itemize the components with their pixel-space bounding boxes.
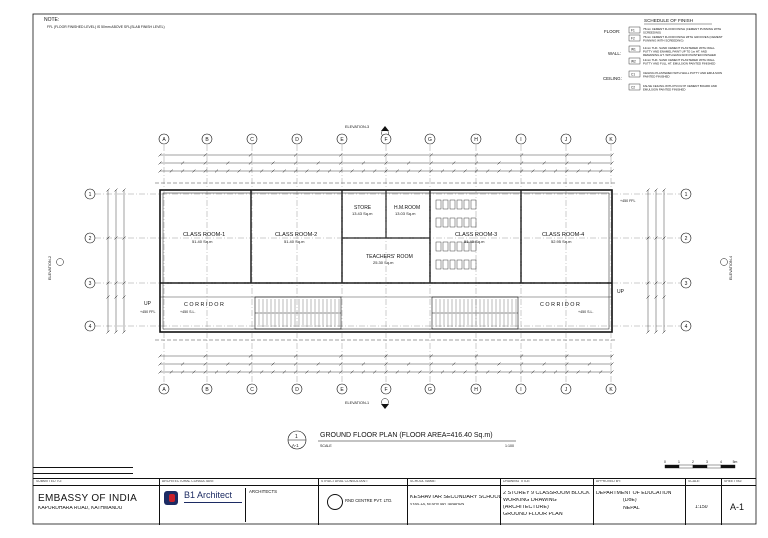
room-store (352, 205, 373, 216)
revision-strip (33, 467, 133, 480)
svg-text:ELEVATION-1: ELEVATION-1 (345, 401, 370, 405)
svg-text:2: 2 (88, 236, 92, 242)
schedule-item-text: PUTTY AND ENAMEL PAINT UP TO 1m HT. AND (643, 49, 707, 54)
svg-text:F: F (384, 387, 388, 393)
schedule-item (629, 58, 715, 66)
ffl-label-left: +450 FFL (140, 310, 156, 314)
svg-text:3: 3 (88, 281, 92, 287)
schedule-item-text: EMULSION PAINTED FINISHED (643, 87, 686, 92)
svg-text:I: I (520, 387, 522, 393)
elevation-marker-bottom (345, 399, 389, 410)
svg-text:CLASS ROOM-2: CLASS ROOM-2 (275, 232, 318, 238)
svg-text:TEACHERS' ROOM: TEACHERS' ROOM (366, 254, 413, 260)
plan-ref-sheet: A-1 (292, 443, 299, 448)
svg-text:13.43 Sq.m: 13.43 Sq.m (352, 211, 373, 216)
svg-text:J: J (564, 137, 568, 143)
svg-text:H: H (474, 137, 478, 143)
svg-text:ELEVATION-3: ELEVATION-3 (345, 125, 370, 129)
grid-column-j (561, 134, 571, 394)
schedule-item-text: FALSE CEILING WITH PVC/GYP CEMENT BOARD AND (643, 84, 717, 88)
svg-text:D: D (295, 387, 299, 393)
ffl-label-right: +450 FFL (620, 199, 636, 203)
grid-column-h (471, 134, 481, 394)
client-address: KAPURDHARA ROAD, KATHMANDU (38, 506, 123, 511)
svg-text:CLASS ROOM-3: CLASS ROOM-3 (455, 232, 498, 238)
schedule-item (629, 35, 723, 43)
svg-text:D: D (295, 137, 299, 143)
schedule-title: SCHEDULE OF FINISH (644, 18, 694, 23)
room-hm-room (394, 205, 420, 216)
architects-heading: ARCHITECTS (249, 490, 278, 494)
svg-text:ELEVATION-4: ELEVATION-4 (729, 255, 733, 280)
svg-text:CLASS ROOM-4: CLASS ROOM-4 (542, 232, 585, 238)
schedule-item-text: 75mm CEMENT FLOOR FINISH (CEMENT PUNNING WITH (643, 27, 722, 31)
svg-text:STORE: STORE (354, 205, 372, 211)
drawing-title-line-4: GROUND FLOOR PLAN (503, 512, 563, 517)
svg-text:C: C (250, 387, 254, 393)
structural-logo (327, 494, 343, 510)
schedule-item-code: W2 (631, 59, 636, 64)
svg-text:1: 1 (684, 192, 688, 198)
schedule-item-code: C2 (631, 85, 636, 90)
client-name: EMBASSY OF INDIA (38, 493, 138, 504)
scale-bar-label: 5m (732, 460, 738, 464)
title-block (33, 478, 756, 525)
scale-bar-label: 2 (692, 460, 694, 464)
firm-name: B1 Architect (184, 491, 233, 500)
svg-text:4: 4 (684, 324, 688, 330)
sheet-no-label: SHEET NO: (724, 480, 743, 483)
structural-firm: RND CENTRE PVT. LTD. (345, 499, 393, 503)
drawing-title-label: DRAWING TITLE: (503, 480, 531, 483)
school-name: KESHAVTAR SECONDARY SCHOOL (410, 495, 502, 500)
svg-text:K: K (609, 387, 613, 393)
svg-text:13.03 Sq.m: 13.03 Sq.m (395, 211, 416, 216)
svg-text:1: 1 (88, 192, 92, 198)
corridor-label-right: C O R R I D O R (540, 302, 580, 308)
scale-label: SCALE: (688, 480, 701, 483)
schedule-item (629, 27, 721, 35)
corridor-label-left: C O R R I D O R (184, 302, 224, 308)
struct-consultant-label: STRUCTURAL CONSULTANT: (321, 480, 368, 483)
elevation-marker-left (48, 256, 64, 280)
approved-by-label: APPROVED BY: (596, 480, 622, 483)
schedule-item-text: 75mm CEMENT FLOOR FINISH WITH GROOVES (CEMENT (643, 35, 723, 39)
svg-text:51.40 Sq.m: 51.40 Sq.m (192, 239, 213, 244)
svg-text:A: A (162, 387, 166, 393)
grid-column-d (292, 134, 302, 394)
svg-text:E: E (340, 387, 344, 393)
room-teachers-room (366, 254, 413, 265)
school-name-label: SCHOOL NAME: (410, 480, 436, 483)
schedule-item (629, 46, 716, 57)
schedule-ceiling-label: CEILING: (603, 76, 622, 81)
plan-scale-label: SCALE (320, 444, 332, 448)
approver-line-3: NEPAL (623, 506, 640, 511)
schedule-wall-label: WALL: (608, 51, 622, 56)
svg-text:51.40 Sq.m: 51.40 Sq.m (284, 239, 305, 244)
plan-ref-number: 1 (295, 434, 298, 440)
svg-text:25.30 Sq.m: 25.30 Sq.m (373, 260, 394, 265)
svg-text:4: 4 (88, 324, 92, 330)
plan-title: GROUND FLOOR PLAN (FLOOR AREA=416.40 Sq.m) (320, 432, 493, 439)
schedule-floor-label: FLOOR: (604, 29, 621, 34)
schedule-item-text: PAINTED FINISHED (643, 74, 670, 79)
elevation-marker-right (721, 256, 734, 280)
submitted-to-label: SUBMITTED TO: (36, 480, 63, 483)
grid-column-g (425, 134, 435, 394)
sfl-label-right: +450 S.L. (578, 310, 594, 314)
svg-text:CLASS ROOM-1: CLASS ROOM-1 (183, 232, 226, 238)
firm-name-underline (184, 502, 242, 503)
svg-text:ELEVATION-2: ELEVATION-2 (48, 255, 52, 280)
svg-text:G: G (428, 387, 432, 393)
svg-text:H.M.ROOM: H.M.ROOM (394, 205, 421, 211)
schedule-items (629, 27, 723, 92)
notes-heading: NOTE: (44, 17, 60, 23)
sheet-scale-value: 1:150 (695, 505, 708, 510)
approver-line-1: DEPARTMENT OF EDUCATION (596, 491, 672, 496)
svg-text:G: G (428, 137, 432, 143)
svg-text:C: C (250, 137, 254, 143)
svg-text:H: H (474, 387, 478, 393)
schedule-item-text: SCREEDING) (643, 30, 662, 35)
schedule-item-text: REMAINING HT. WITH EMULSION PAINTED FINISHED (643, 53, 717, 58)
schedule-item-code: F1 (631, 28, 635, 33)
scale-bar-label: 3 (706, 460, 708, 464)
schedule-item (629, 71, 722, 79)
scale-bar-label: 4 (720, 460, 722, 464)
scale-bar-label: 0 (664, 460, 666, 464)
plan-title-block (288, 431, 516, 449)
school-address: VYAS-1A, KESHVTAR TANAHUN (410, 503, 465, 506)
sfl-label-left: +450 S.L. (180, 310, 196, 314)
notes-line: FFL (FLOOR FINISHED LEVEL) IS 50mm ABOVE SFL(SLAB FINISH LEVEL) (47, 25, 165, 29)
schedule-item-code: F2 (631, 36, 635, 41)
svg-text:52.95 Sq.m: 52.95 Sq.m (551, 239, 572, 244)
sheet-number: A-1 (730, 503, 745, 512)
svg-text:A: A (162, 137, 166, 143)
svg-text:51.40 Sq.m: 51.40 Sq.m (464, 239, 485, 244)
up-label-left: UP (144, 301, 151, 307)
grid-column-i (516, 134, 526, 394)
svg-text:2: 2 (684, 236, 688, 242)
svg-text:F: F (384, 137, 388, 143)
schedule-item-text: PUNNING WITH SCREEDING) (643, 38, 684, 43)
schedule-item (629, 84, 717, 92)
plan-scale-value: 1:100 (505, 444, 514, 448)
arch-consultant-label: ARCHITECTURAL CONSULTANT: (162, 480, 215, 483)
schedule-item-text: 12mm THK. SAND CEMENT PLASTERED WITH WALL (643, 46, 715, 50)
elevation-marker-top (345, 125, 389, 137)
svg-text:K: K (609, 137, 613, 143)
schedule-item-text: CEILING PLASTERED WITH WALL PUTTY AND EMULSION (643, 71, 723, 75)
schedule-item-text: 12mm THK. SAND CEMENT PLASTERED WITH WALL (643, 58, 715, 62)
grid-column-b (202, 134, 212, 394)
drawing-title-line-3: (ARCHITECTURE) (503, 505, 549, 510)
approver-line-2: (DoE) (623, 498, 637, 503)
svg-text:J: J (564, 387, 568, 393)
svg-text:B: B (205, 387, 209, 393)
grid-column-k (606, 134, 616, 394)
schedule-item-code: W1 (631, 47, 636, 52)
svg-text:3: 3 (684, 281, 688, 287)
up-label-right: UP (617, 289, 624, 295)
grid-column-c (247, 134, 257, 394)
drawing-title-line-2: WORKING DRAWING (503, 498, 557, 503)
svg-text:E: E (340, 137, 344, 143)
scale-bar-label: 1 (678, 460, 680, 464)
firm-logo-accent (169, 494, 175, 502)
schedule-item-text: PUTTY AND FULL HT. EMULSION PAINTED FINISHED (643, 61, 716, 66)
grid-row-4 (85, 321, 691, 331)
scale-bar (664, 460, 737, 468)
stair-treads (255, 299, 518, 327)
drawing-title-line-1: 2 STOREY 9 CLASSROOM BLOCK (503, 491, 590, 496)
schedule-item-code: C1 (631, 72, 636, 77)
svg-text:B: B (205, 137, 209, 143)
svg-text:I: I (520, 137, 522, 143)
